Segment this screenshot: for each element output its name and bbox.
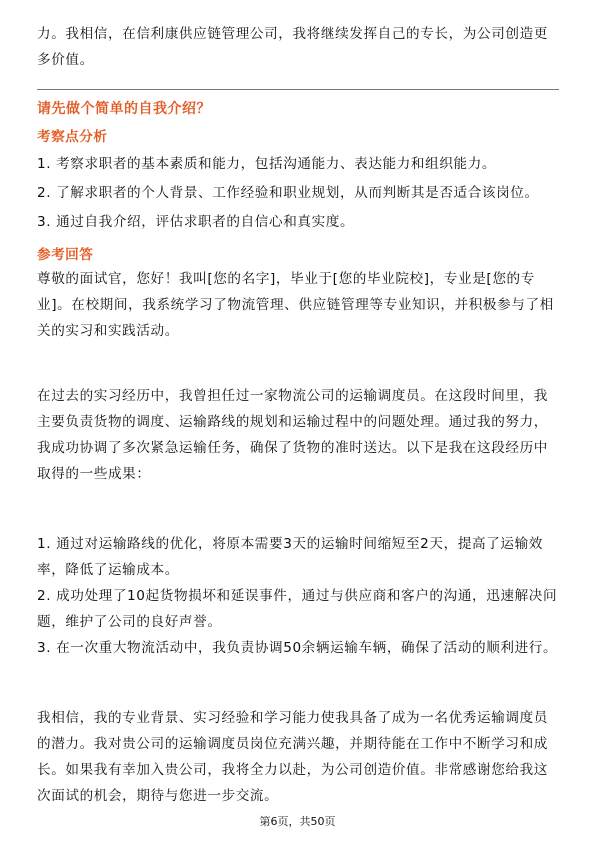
answer-paragraph: 尊敬的面试官，您好！我叫[您的名字]，毕业于[您的毕业院校]，专业是[您的专业]。在校期间，我系统学习了物流管理、供应链管理等专业知识，并积极参与了相关的实习和实践活动。 [37,271,554,339]
analysis-item: 2. 了解求职者的个人背景、工作经验和职业规划，从而判断其是否适合该岗位。 [37,185,539,201]
question-title: 请先做个简单的自我介绍？ [37,101,211,117]
answer-paragraph: 在过去的实习经历中，我曾担任过一家物流公司的运输调度员。在这段时间里，我主要负责货物的调度、运输路线的规划和运输过程中的问题处理。通过我的努力，我成功协调了多次紧急运输任务，确保了货物的准时送达。以下是我在这段经历中取得的一些成果： [37,388,548,482]
page-footer: 第6页，共50页 [259,815,336,828]
analysis-heading: 考察点分析 [37,129,108,145]
previous-answer-tail: 力。我相信，在信利康供应链管理公司，我将继续发挥自己的专长，为公司创造更多价值。 [37,26,548,68]
answer-heading: 参考回答 [37,247,94,263]
analysis-item: 1. 考察求职者的基本素质和能力，包括沟通能力、表达能力和组织能力。 [37,156,497,172]
answer-paragraph: 我相信，我的专业背景、实习经验和学习能力使我具备了成为一名优秀运输调度员的潜力。我对贵公司的运输调度员岗位充满兴趣，并期待能在工作中不断学习和成长。如果我有幸加入贵公司，我将全力以赴，为公司创造价值。非常感谢您给我这次面试的机会，期待与您进一步交流。 [37,710,548,804]
achievements-list: 1. 通过对运输路线的优化，将原本需要3天的运输时间缩短至2天，提高了运输效率，降低了运输成本。 2. 成功处理了10起货物损坏和延误事件，通过与供应商和客户的沟通，迅速解决问题，维护了公司的良好声誉。 3. 在一次重大物流活动中，我负责协调50余辆运输车辆，确保了活动的顺利进行。 [37,536,558,656]
analysis-item: 3. 通过自我介绍，评估求职者的自信心和真实度。 [37,214,355,230]
section-divider [37,89,559,90]
